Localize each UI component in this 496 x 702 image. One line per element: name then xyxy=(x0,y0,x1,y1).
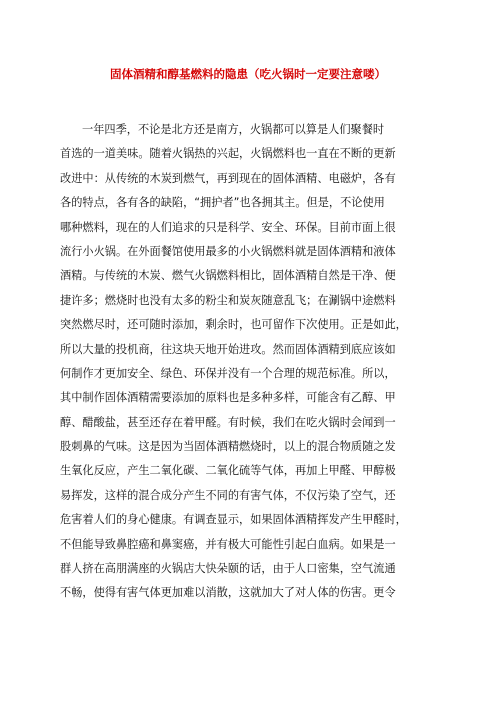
body-line: 危害着人们的身心健康。有调查显示，如果固体酒精挥发产生甲醛时， xyxy=(60,513,407,527)
body-line: 不畅，使得有害气体更加难以消散，这就加大了对人体的伤害。更令 xyxy=(60,586,396,600)
body-line: 不但能导致鼻腔癌和鼻窦癌，并有极大可能性引起白血病。如果是一 xyxy=(60,537,396,551)
body-line: 醇、醋酸盐，甚至还存在着甲醛。有时候，我们在吃火锅时会闻到一 xyxy=(60,415,396,429)
body-line: 各的特点，各有各的缺陷，“拥护者”也各拥其主。但是，不论使用 xyxy=(60,196,385,210)
body-line: 哪种燃料，现在的人们追求的只是科学、安全、环保。目前市面上很 xyxy=(60,220,396,234)
body-line: 股刺鼻的气味。这是因为当固体酒精燃烧时，以上的混合物质随之发 xyxy=(60,440,396,454)
body-line: 所以大量的投机商，往这块天地开始进攻。然而固体酒精到底应该如 xyxy=(60,342,396,356)
body-line: 一年四季，不论是北方还是南方，火锅都可以算是人们聚餐时 xyxy=(82,123,385,136)
body-line: 流行小火锅。在外面餐馆使用最多的小火锅燃料就是固体酒精和液体 xyxy=(60,244,396,258)
body-line: 群人挤在高朋满座的火锅店大快朵颐的话，由于人口密集，空气流通 xyxy=(60,562,396,576)
body-line: 其中制作固体酒精需要添加的原料也是多种多样，可能含有乙醇、甲 xyxy=(60,391,396,405)
body-line: 易挥发，这样的混合成分产生不同的有害气体，不仅污染了空气，还 xyxy=(60,488,396,502)
body-line: 改进中：从传统的木炭到燃气，再到现在的固体酒精、电磁炉，各有 xyxy=(60,171,396,185)
document-body xyxy=(60,118,436,606)
body-line: 突然燃尽时，还可随时添加，剩余时，也可留作下次使用。正是如此， xyxy=(60,318,407,332)
body-line: 何制作才更加安全、绿色、环保并没有一个合理的规范标准。所以， xyxy=(60,366,396,380)
body-line: 生氧化反应，产生二氧化碳、二氧化硫等气体，再加上甲醛、甲醇极 xyxy=(60,464,396,478)
document-title: 固体酒精和醇基燃料的隐患（吃火锅时一定要注意喽） xyxy=(110,67,386,81)
body-line: 首选的一道美味。随着火锅热的兴起，火锅燃料也一直在不断的更新 xyxy=(60,147,396,161)
body-line: 捷许多；燃烧时也没有太多的粉尘和炭灰随意乱飞；在涮锅中途燃料 xyxy=(60,293,396,307)
body-line: 酒精。与传统的木炭、燃气火锅燃料相比，固体酒精自然是干净、便 xyxy=(60,269,396,283)
